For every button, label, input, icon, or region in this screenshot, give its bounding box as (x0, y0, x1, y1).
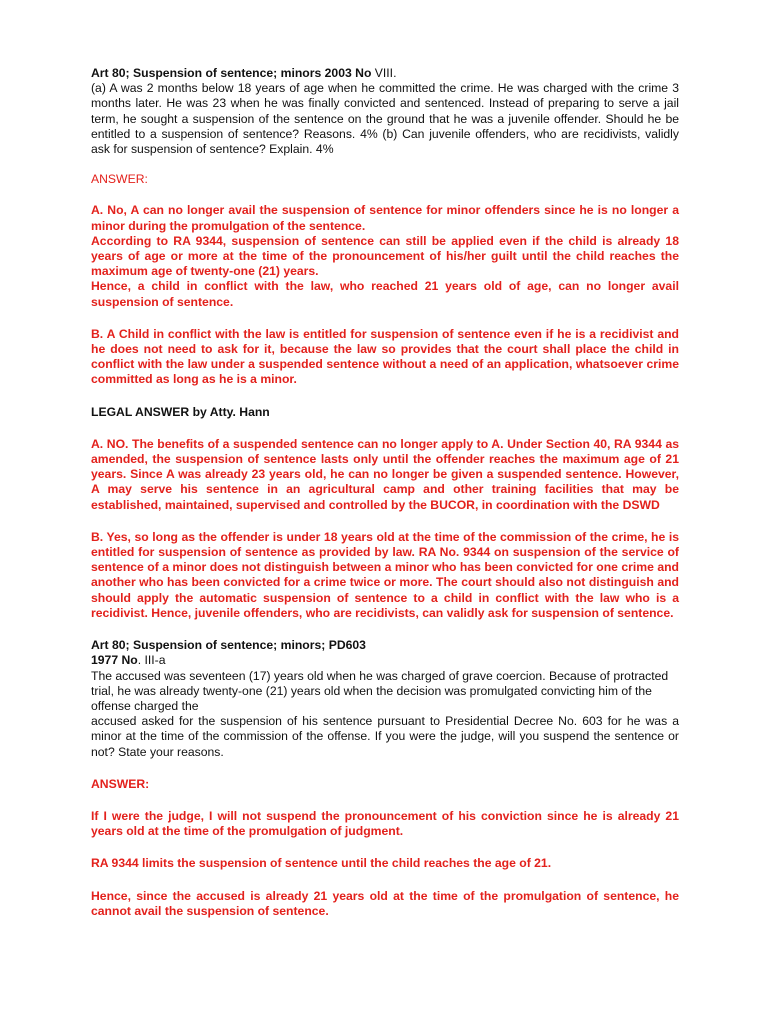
document-page (91, 66, 679, 919)
section2-answer-2: RA 9344 limits the suspension of sentence until the child reaches the age of 21. (91, 856, 552, 871)
section1-heading-rest: VIII. (371, 66, 397, 80)
section2-subheading (91, 653, 679, 668)
section1-answer-label: ANSWER: (91, 172, 148, 187)
section2-answer-label: ANSWER: (91, 776, 150, 791)
legal-answer-a: A. NO. The benefits of a suspended sentence can no longer apply to A. Under Section 40, RA 9344 as amended, the suspension of sentence lasts only until the offender reaches the maximum age of 21 years. Since A was already 23 years old, he can no longer be given a suspended sentence. However, A may serve his sentence in an agricultural camp and other training facilities that may be established, maintained, supervised and controlled by the BUCOR, in coordination with the DSWD (91, 436, 679, 512)
section2-question-part1: The accused was seventeen (17) years old when he was charged of grave coercion. Because of protracted trial, he was already twenty-one (21) years old when the decision was promulgated convicting him of the offense charged the (91, 668, 669, 713)
section1-question: (a) A was 2 months below 18 years of age when he committed the crime. He was charged with the crime 3 months later. He was 23 when he was finally convicted and sentenced. Instead of preparing to serve a jail term, he sought a suspension of the sentence on the ground that he was a juvenile offender. Should he be entitled to a suspension of sentence? Reasons. 4% (b) Can juvenile offenders, who are recidivists, validly ask for suspension of sentence? Explain. 4% (91, 81, 679, 157)
section2-subheading-rest: . III-a (137, 653, 166, 668)
section2-subheading-bold: 1977 No (91, 653, 138, 668)
legal-answer-heading: LEGAL ANSWER by Atty. Hann (91, 404, 270, 419)
legal-answer-b: B. Yes, so long as the offender is under 18 years old at the time of the commission of the crime, he is entitled for suspension of sentence as provided by law. RA No. 9344 on suspension of the service of sentence of a minor does not distinguish between a minor who has been convicted for one crime and another who has been convicted for a crime twice or more. The court should also not distinguish and should apply the automatic suspension of sentence to a child in conflict with the law who is a recidivist. Hence, juvenile offenders, who are recidivists, can validly ask for suspension of sentence. (91, 529, 679, 620)
section1-answer-a-line2: According to RA 9344, suspension of sentence can still be applied even if the child is already 18 years of age or more at the time of the pronouncement of his/her guilt until the child reaches the maximum age of twenty-one (21) years. (91, 233, 679, 279)
section1-answer-b: B. A Child in conflict with the law is entitled for suspension of sentence even if he is a recidivist and he does not need to ask for it, because the law so provides that the court shall place the child in conflict with the law under a suspended sentence without a need of an application, whatsoever crime committed as long as he is a minor. (91, 326, 679, 387)
section2-answer-3: Hence, since the accused is already 21 years old at the time of the promulgation of sentence, he cannot avail the suspension of sentence. (91, 888, 679, 918)
section2-question-part2: accused asked for the suspension of his sentence pursuant to Presidential Decree No. 603 for he was a minor at the time of the commission of the offense. If you were the judge, will you suspend the sentence or not? State your reasons. (91, 714, 679, 759)
section2-heading: Art 80; Suspension of sentence; minors; PD603 (91, 638, 366, 653)
section1-answer-a-line3: Hence, a child in conflict with the law, who reached 21 years old of age, can no longer avail suspension of sentence. (91, 279, 679, 309)
section1-heading-bold: Art 80; Suspension of sentence; minors 2003 No (91, 66, 372, 80)
section2-answer-1: If I were the judge, I will not suspend the pronouncement of his conviction since he is already 21 years old at the time of the promulgation of judgment. (91, 808, 679, 839)
section1-heading (91, 66, 679, 81)
section1-answer-a-line1: A. No, A can no longer avail the suspension of sentence for minor offenders since he is no longer a minor during the promulgation of the sentence. (91, 203, 679, 233)
